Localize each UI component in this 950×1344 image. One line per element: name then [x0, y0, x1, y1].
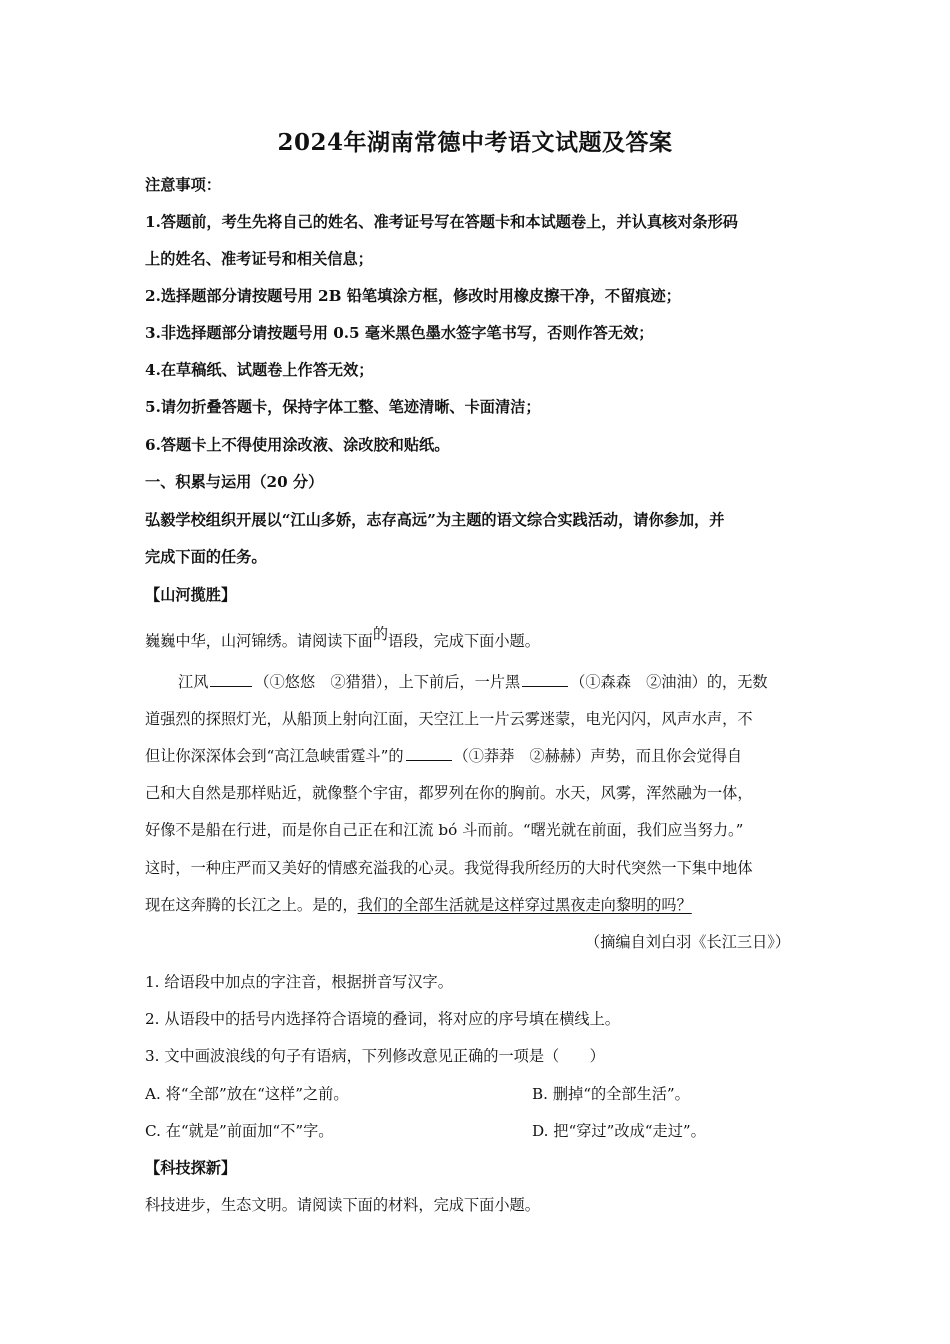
passage-line-3-b: （①莽莽 ②赫赫）声势，而且你会觉得自 [453, 747, 743, 765]
option-c: C. 在“就是”前面加“不”字。 [145, 1122, 334, 1140]
part1-lead-a: 巍巍中华，山河锦绣。请阅读下面 [145, 632, 373, 650]
passage-line-7 [145, 895, 815, 915]
fill-blank-2 [522, 672, 568, 687]
part1-heading: 【山河揽胜】 [145, 586, 237, 604]
question-1: 1. 给语段中加点的字注音，根据拼音写汉字。 [145, 973, 453, 991]
section-intro-line-2: 完成下面的任务。 [145, 548, 267, 566]
passage-line-1-a: 江风 [178, 673, 209, 691]
notice-item-4: 4.在草稿纸、试题卷上作答无效； [145, 361, 374, 379]
part1-lead-b: 语段，完成下面小题。 [388, 632, 540, 650]
notice-item-2: 2.选择题部分请按题号用 2B 铅笔填涂方框，修改时用橡皮擦干净，不留痕迹； [145, 287, 681, 305]
passage-source: （摘编自刘白羽《长江三日》） [585, 933, 791, 951]
passage-line-4: 己和大自然是那样贴近，就像整个宇宙，都罗列在你的胸前。水天，风雾，浑然融为一体， [145, 784, 753, 802]
passage-line-5: 好像不是船在行进，而是你自己正在和江流 bó 斗而前。“曙光就在前面，我们应当努力。” [145, 821, 744, 839]
part2-lead: 科技进步，生态文明。请阅读下面的材料，完成下面小题。 [145, 1196, 540, 1214]
option-d: D. 把“穿过”改成“走过”。 [532, 1122, 706, 1140]
question-2: 2. 从语段中的括号内选择符合语境的叠词，将对应的序号填在横线上。 [145, 1010, 620, 1028]
section-heading: 一、积累与运用（20 分） [145, 473, 324, 491]
passage-line-2: 道强烈的探照灯光，从船顶上射向江面，天空江上一片云雾迷蒙，电光闪闪，风声水声，不 [145, 710, 753, 728]
page-title: 2024年湖南常德中考语文试题及答案 [277, 129, 673, 156]
notice-item-3: 3.非选择题部分请按题号用 0.5 毫米黑色墨水签字笔书写，否则作答无效； [145, 324, 654, 342]
passage-line-1 [178, 672, 815, 692]
part1-lead [145, 625, 815, 651]
notice-heading: 注意事项： [145, 176, 221, 194]
passage-line-1-b: （①悠悠 ②猎猎），上下前后，一片黑 [254, 673, 521, 691]
fill-blank-3 [406, 746, 452, 761]
passage-line-1-c: （①森森 ②油油）的，无数 [570, 673, 768, 691]
section-intro-line-1: 弘毅学校组织开展以“江山多娇，志存高远”为主题的语文综合实践活动，请你参加，并 [145, 511, 725, 529]
passage-line-6: 这时，一种庄严而又美好的情感充溢我的心灵。我觉得我所经历的大时代突然一下集中地体 [145, 859, 753, 877]
passage-line-7-a: 现在这奔腾的长江之上。是的， [145, 896, 358, 914]
notice-item-6: 6.答题卡上不得使用涂改液、涂改胶和贴纸。 [145, 436, 450, 454]
fill-blank-1 [210, 672, 252, 687]
notice-item-1: 1.答题前，考生先将自己的姓名、准考证号写在答题卡和本试题卷上，并认真核对条形码 [145, 213, 738, 231]
passage-line-3-a: 但让你深深体会到“高江急峡雷霆斗”的 [145, 747, 404, 765]
option-a: A. 将“全部”放在“这样”之前。 [145, 1085, 349, 1103]
notice-item-5: 5.请勿折叠答题卡，保持字体工整、笔迹清晰、卡面清洁； [145, 398, 541, 416]
part2-heading: 【科技探新】 [145, 1159, 237, 1177]
option-b: B. 删掉“的全部生活”。 [532, 1085, 690, 1103]
passage-line-3 [145, 746, 815, 766]
wavy-underlined-sentence: 我们的全部生活就是这样穿过黑夜走向黎明的吗？ [357, 896, 692, 914]
notice-item-1-cont: 上的姓名、准考证号和相关信息； [145, 250, 373, 268]
part1-lead-de: 的 [372, 625, 388, 643]
question-3: 3. 文中画波浪线的句子有语病，下列修改意见正确的一项是（ ） [145, 1047, 605, 1065]
